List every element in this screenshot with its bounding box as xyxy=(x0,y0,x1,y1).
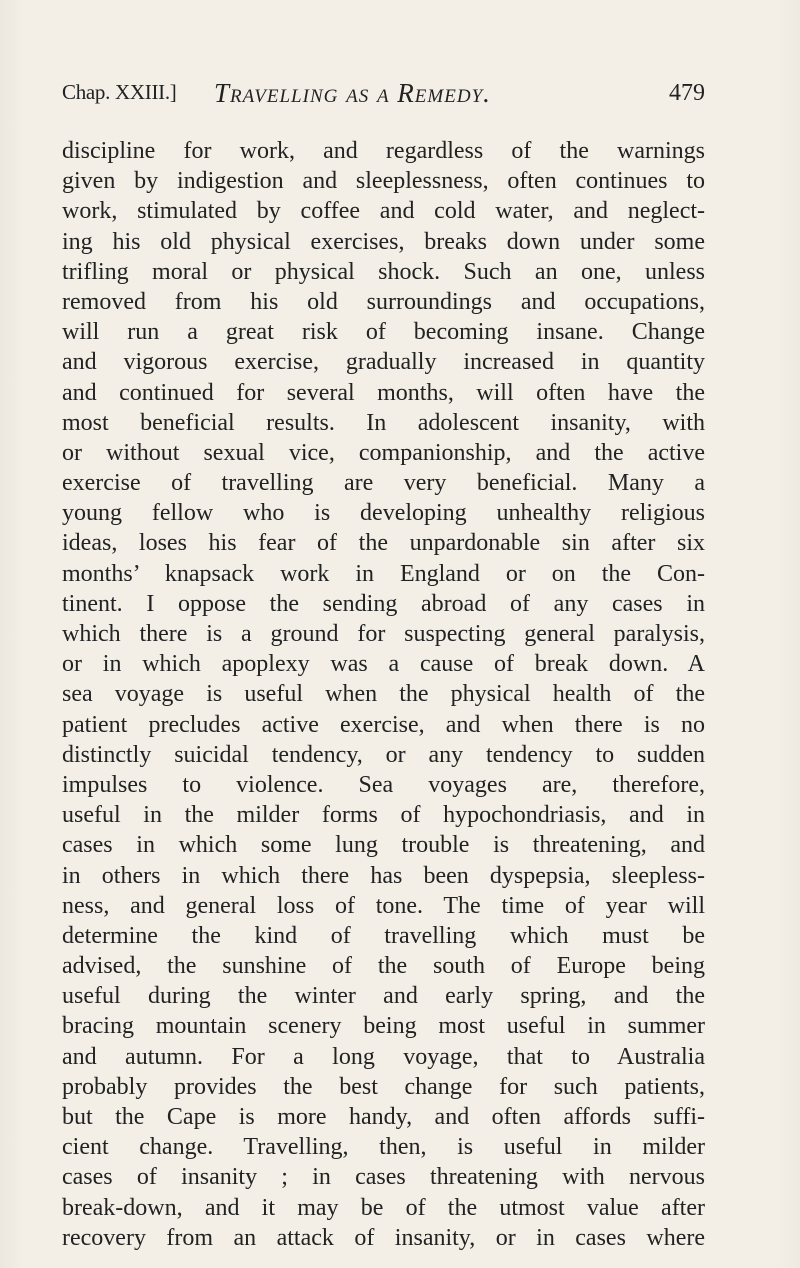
text-line: probably provides the best change for such patients, xyxy=(62,1073,705,1100)
running-title: Travelling as a Remedy. xyxy=(214,78,491,108)
text-line: useful during the winter and early spring, and the xyxy=(62,983,705,1010)
chapter-label: Chap. XXIII.] xyxy=(62,80,177,104)
text-line: determine the kind of travelling which must be xyxy=(62,922,705,949)
text-line: tinent. I oppose the sending abroad of any cases in xyxy=(62,590,705,617)
text-line: removed from his old surroundings and occupations, xyxy=(62,288,705,315)
text-line: impulses to violence. Sea voyages are, therefore, xyxy=(62,771,705,798)
text-line: and autumn. For a long voyage, that to Australia xyxy=(62,1043,705,1070)
text-line: recovery from an attack of insanity, or in cases where xyxy=(62,1224,705,1251)
text-line: sea voyage is useful when the physical health of the xyxy=(62,681,705,708)
text-line: cient change. Travelling, then, is useful in milder xyxy=(62,1134,705,1161)
text-line: and continued for several months, will often have the xyxy=(62,379,705,406)
text-line: useful in the milder forms of hypochondriasis, and in xyxy=(62,802,705,829)
text-line: but the Cape is more handy, and often affords suffi- xyxy=(62,1104,705,1130)
text-line: in others in which there has been dyspepsia, sleepless- xyxy=(62,862,705,889)
text-line: or in which apoplexy was a cause of break down. A xyxy=(62,651,705,678)
text-line: ideas, loses his fear of the unpardonable sin after six xyxy=(62,530,705,557)
text-line: and vigorous exercise, gradually increased in quantity xyxy=(62,349,705,376)
text-line: ing his old physical exercises, breaks down under some xyxy=(62,228,705,255)
text-line: exercise of travelling are very beneficial. Many a xyxy=(62,470,705,497)
text-line: advised, the sunshine of the south of Europe being xyxy=(62,953,705,980)
text-line: break-down, and it may be of the utmost value after xyxy=(62,1194,705,1221)
page-number: 479 xyxy=(669,80,705,106)
text-line: ness, and general loss of tone. The time of year will xyxy=(62,892,705,919)
text-line: cases of insanity ; in cases threatening with nervous xyxy=(62,1164,705,1191)
text-line: which there is a ground for suspecting general paralysis, xyxy=(62,621,705,647)
text-line: months’ knapsack work in England or on the Con- xyxy=(62,560,705,587)
text-line: patient precludes active exercise, and when there is no xyxy=(62,711,705,738)
text-line: trifling moral or physical shock. Such an one, unless xyxy=(62,258,705,285)
text-line: given by indigestion and sleeplessness, often continues to xyxy=(62,168,705,195)
text-line: or without sexual vice, companionship, and the active xyxy=(62,439,705,466)
text-line: distinctly suicidal tendency, or any tendency to sudden xyxy=(62,741,705,768)
text-line: discipline for work, and regardless of the warnings xyxy=(62,138,705,164)
page-header xyxy=(62,78,705,118)
text-line: will run a great risk of becoming insane. Change xyxy=(62,319,705,346)
text-line: young fellow who is developing unhealthy religious xyxy=(62,500,705,527)
text-line: cases in which some lung trouble is threatening, and xyxy=(62,832,705,859)
body-paragraph xyxy=(62,136,705,1253)
text-line: work, stimulated by coffee and cold water, and neglect- xyxy=(62,198,705,225)
text-line: most beneficial results. In adolescent insanity, with xyxy=(62,409,705,436)
text-line: bracing mountain scenery being most useful in summer xyxy=(62,1013,705,1040)
